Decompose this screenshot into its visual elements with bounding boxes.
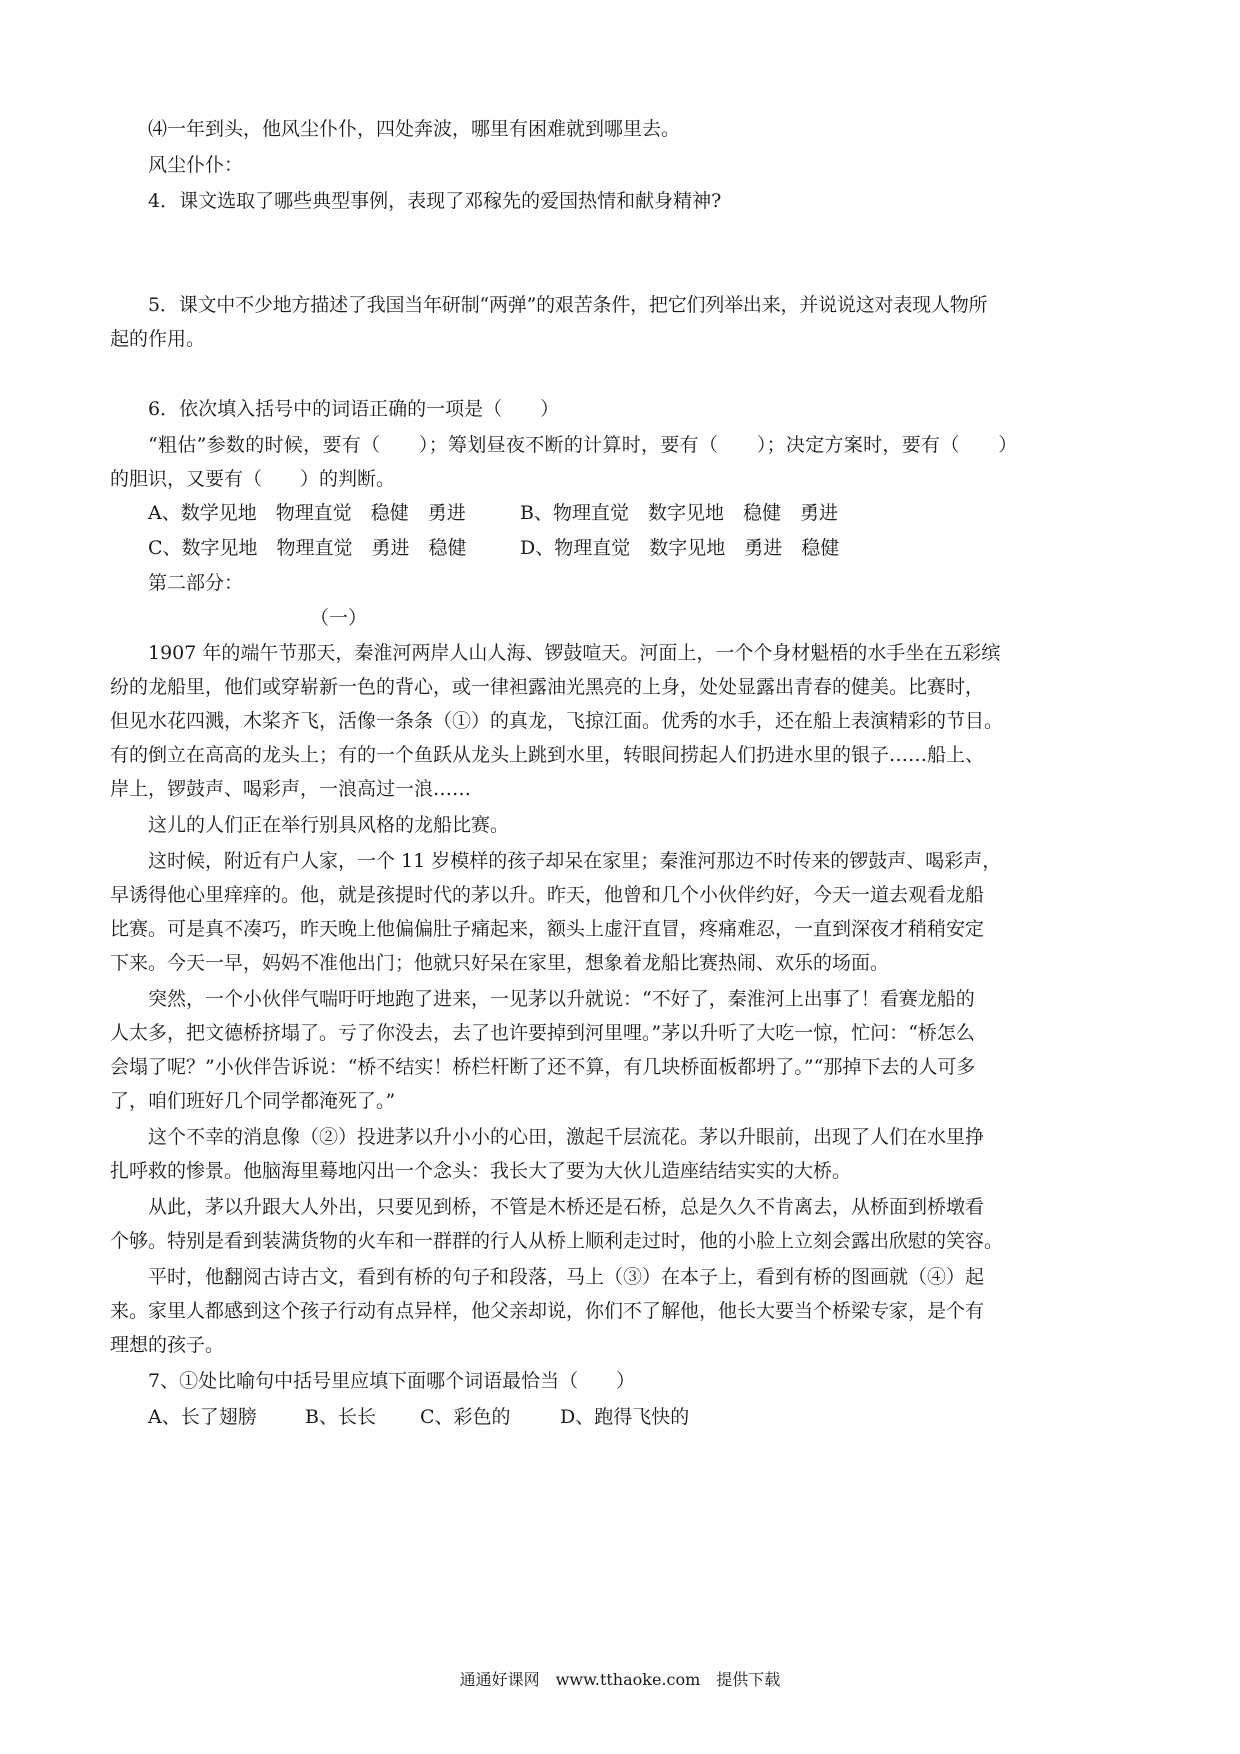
q7-option-a: A、长了翅膀 (148, 1406, 257, 1428)
passage-line: 早诱得他心里痒痒的。他，就是孩提时代的茅以升。昨天，他曾和几个小伙伴约好，今天一道去观看龙船 (110, 884, 985, 906)
q6-option-b: B、物理直觉 数字见地 稳健 勇进 (520, 502, 838, 524)
passage-line: 扎呼救的惨景。他脑海里蓦地闪出一个念头：我长大了要为大伙儿造座结结实实的大桥。 (110, 1160, 852, 1182)
passage-line: 但见水花四溅，木桨齐飞，活像一条条（①）的真龙，飞掠江面。优秀的水手，还在船上表演精彩的节目。 (110, 710, 1004, 732)
passage-line: 人太多，把文德桥挤塌了。亏了你没去，去了也许要掉到河里哩。”茅以升听了大吃一惊，忙问：“桥怎么 (110, 1022, 975, 1044)
q6-option-d: D、物理直觉 数字见地 勇进 稳健 (520, 537, 840, 559)
part2-heading: 第二部分： (148, 572, 244, 594)
passage-line: 有的倒立在高高的龙头上；有的一个鱼跃从龙头上跳到水里，转眼间捞起人们扔进水里的银子……船上、 (110, 744, 985, 766)
passage-line: 从此，茅以升跟大人外出，只要见到桥，不管是木桥还是石桥，总是久久不肯离去，从桥面到桥墩看 (148, 1196, 985, 1218)
page-footer: 通通好课网 www.tthaoke.com 提供下载 (459, 1670, 781, 1689)
q7-option-b: B、长长 (305, 1406, 376, 1428)
q3-item4-term: 风尘仆仆： (148, 154, 244, 176)
passage-line: 平时，他翻阅古诗古文，看到有桥的句子和段落，马上（③）在本子上，看到有桥的图画就（④）起 (148, 1266, 985, 1288)
question-6-stem-line1: “粗估”参数的时候，要有（ ）；筹划昼夜不断的计算时，要有（ ）；决定方案时，要有（ ） (148, 434, 1018, 456)
q3-item4-sentence: ⑷一年到头，他风尘仆仆，四处奔波，哪里有困难就到哪里去。 (148, 118, 681, 140)
question-6-stem-line2: 的胆识，又要有（ ）的判断。 (110, 468, 396, 490)
passage-line: 突然，一个小伙伴气喘吁吁地跑了进来，一见茅以升就说：“不好了，秦淮河上出事了！看赛龙船的 (148, 988, 975, 1010)
passage-line: 岸上，锣鼓声、喝彩声，一浪高过一浪…… (110, 778, 472, 800)
passage-line: 个够。特别是看到装满货物的火车和一群群的行人从桥上顺利走过时，他的小脸上立刻会露出欣慰的笑容。 (110, 1230, 1004, 1252)
passage-line: 来。家里人都感到这个孩子行动有点异样，他父亲却说，你们不了解他，他长大要当个桥梁专家，是个有 (110, 1300, 985, 1322)
q6-option-c: C、数字见地 物理直觉 勇进 稳健 (148, 537, 467, 559)
question-5-line1: 5．课文中不少地方描述了我国当年研制“两弹”的艰苦条件，把它们列举出来，并说说这对表现人物所 (148, 294, 988, 316)
section-label: （一） (310, 607, 368, 629)
question-6: 6．依次填入括号中的词语正确的一项是（ ） (148, 398, 560, 420)
passage-line: 理想的孩子。 (110, 1334, 225, 1356)
passage-line: 会塌了呢？”小伙伴告诉说：“桥不结实！桥栏杆断了还不算，有几块桥面板都坍了。”“那掉下去的人可多 (110, 1056, 976, 1078)
passage-line: 这儿的人们正在举行别具风格的龙船比赛。 (148, 814, 510, 836)
passage-line: 1907 年的端午节那天，秦淮河两岸人山人海、锣鼓喧天。河面上，一个个身材魁梧的水手坐在五彩缤 (148, 642, 1001, 664)
passage-line: 了，咱们班好几个同学都淹死了。” (110, 1090, 396, 1112)
q6-option-a: A、数学见地 物理直觉 稳健 勇进 (148, 502, 466, 524)
passage-line: 下来。今天一早，妈妈不准他出门；他就只好呆在家里，想象着龙船比赛热闹、欢乐的场面。 (110, 952, 890, 974)
q7-option-d: D、跑得飞快的 (560, 1406, 690, 1428)
passage-line: 这个不幸的消息像（②）投进茅以升小小的心田，激起千层流花。茅以升眼前，出现了人们在水里挣 (148, 1126, 985, 1148)
question-4: 4．课文选取了哪些典型事例，表现了邓稼先的爱国热情和献身精神? (148, 190, 722, 212)
passage-line: 这时候，附近有户人家，一个 11 岁模样的孩子却呆在家里；秦淮河那边不时传来的锣鼓声、喝彩声， (148, 850, 1002, 872)
passage-line: 纷的龙船里，他们或穿崭新一色的背心，或一律袒露油光黑亮的上身，处处显露出青春的健美。比赛时， (110, 676, 985, 698)
q7-option-c: C、彩色的 (420, 1406, 511, 1428)
question-7: 7、①处比喻句中括号里应填下面哪个词语最恰当（ ） (148, 1370, 636, 1392)
passage-line: 比赛。可是真不凑巧，昨天晚上他偏偏肚子痛起来，额头上虚汗直冒，疼痛难忍，一直到深夜才稍稍安定 (110, 918, 985, 940)
question-5-line2: 起的作用。 (110, 328, 206, 350)
